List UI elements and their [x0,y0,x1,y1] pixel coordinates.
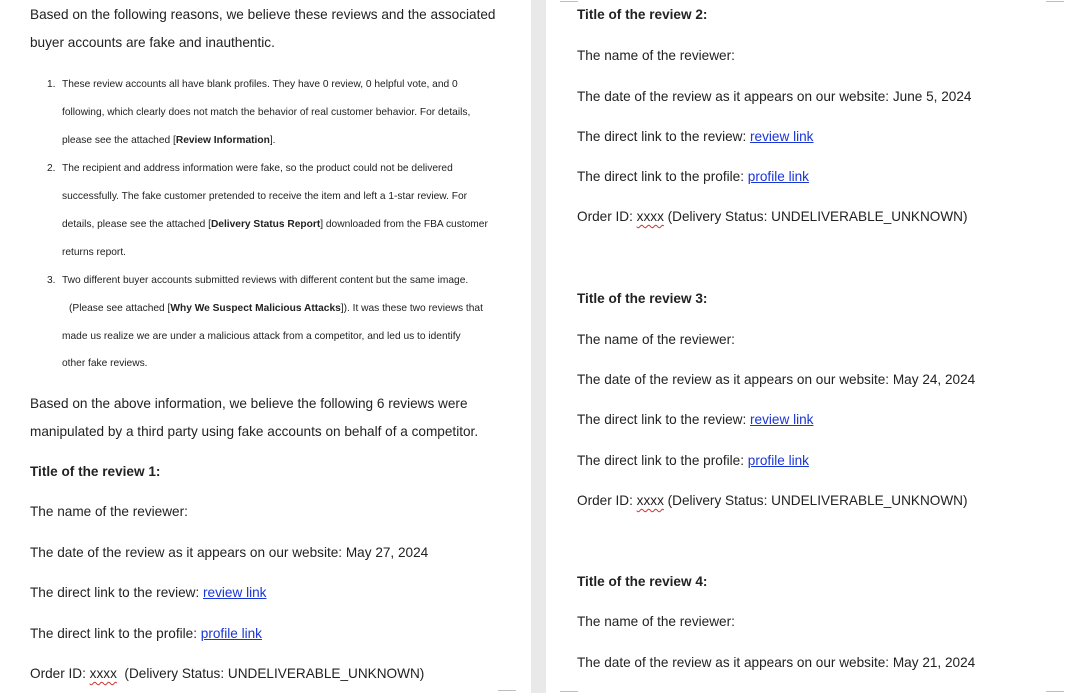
review-4-reviewer: The name of the reviewer: [577,614,735,629]
review-1-reviewer: The name of the reviewer: [30,504,188,519]
page-corner-mark [498,690,516,691]
review-1-order-row [30,665,424,683]
review-1-review-link[interactable]: review link [203,585,267,600]
review-4-title: Title of the review 4: [577,574,708,589]
reason-3-line-3: made us realize we are under a malicious attack from a competitor, and led us to identify [62,331,461,342]
review-2-profile-link-label: The direct link to the profile: [577,169,748,184]
review-1-order-label: Order ID: [30,666,90,681]
reason-3-number: 3. [47,275,56,286]
reason-3-line-1: Two different buyer accounts submitted reviews with different content but the same image. [62,275,469,286]
review-3-order-id: xxxx [636,493,664,508]
page-corner-mark [560,691,578,692]
delivery-status-report-ref: Delivery Status Report [210,219,321,230]
review-3-review-link-row [577,411,813,429]
review-2-order-status: (Delivery Status: UNDELIVERABLE_UNKNOWN) [663,209,968,224]
page-corner-mark [1046,1,1064,2]
review-3-order-label: Order ID: [577,493,637,508]
review-2-order-label: Order ID: [577,209,637,224]
reason-3-text: (Please see attached [ [69,303,171,314]
review-3-review-link-label: The direct link to the review: [577,412,751,427]
malicious-attacks-ref: Why We Suspect Malicious Attacks [170,303,341,314]
reason-2-line-4: returns report. [62,247,126,258]
reason-1-line-1: These review accounts all have blank profiles. They have 0 review, 0 helpful vote, and 0 [62,79,458,90]
review-3-review-link[interactable]: review link [750,412,814,427]
review-1-review-link-row [30,584,266,602]
review-2-profile-link-row [577,168,809,186]
review-1-date: The date of the review as it appears on our website: May 27, 2024 [30,545,429,560]
review-3-title: Title of the review 3: [577,291,708,306]
summary-paragraph-line-1: Based on the above information, we believe the following 6 reviews were [30,396,468,411]
summary-paragraph-line-2: manipulated by a third party using fake accounts on behalf of a competitor. [30,424,479,439]
review-1-review-link-label: The direct link to the review: [30,585,204,600]
review-1-order-status: (Delivery Status: UNDELIVERABLE_UNKNOWN) [116,666,425,681]
review-1-title: Title of the review 1: [30,464,161,479]
reason-1-text: please see the attached [ [62,135,176,146]
page-corner-mark [560,1,578,2]
review-3-profile-link-row [577,452,809,470]
page-corner-mark [1046,691,1064,692]
reason-2-line-3 [62,218,499,232]
review-1-profile-link[interactable]: profile link [200,626,262,641]
review-3-order-status: (Delivery Status: UNDELIVERABLE_UNKNOWN) [663,493,968,508]
reason-3-text-end: ]). It was these two reviews that [340,303,483,314]
review-3-reviewer: The name of the reviewer: [577,332,735,347]
review-2-profile-link[interactable]: profile link [747,169,809,184]
reason-3-line-2 [69,302,506,316]
review-3-date: The date of the review as it appears on our website: May 24, 2024 [577,372,976,387]
reason-1-number: 1. [47,79,56,90]
review-3-profile-link-label: The direct link to the profile: [577,453,748,468]
reason-2-number: 2. [47,163,56,174]
review-4-date: The date of the review as it appears on our website: May 21, 2024 [577,655,976,670]
review-1-order-id: xxxx [89,666,117,681]
reason-2-text: details, please see the attached [ [62,219,211,230]
reason-2-line-2: successfully. The fake customer pretended to receive the item and left a 1-star review. For [62,191,468,202]
review-2-title: Title of the review 2: [577,7,708,22]
review-2-order-row [577,208,968,226]
review-2-review-link[interactable]: review link [750,129,814,144]
reason-1-text-end: ]. [269,135,276,146]
review-1-profile-link-label: The direct link to the profile: [30,626,201,641]
reason-1-line-2: following, which clearly does not match the behavior of real customer behavior. For details, [62,107,471,118]
reason-2-line-1: The recipient and address information were fake, so the product could not be delivered [62,163,453,174]
review-2-reviewer: The name of the reviewer: [577,48,735,63]
intro-paragraph-line-1: Based on the following reasons, we believe these reviews and the associated [30,7,496,22]
reason-1-line-3 [62,134,499,148]
document-page-right [546,0,1080,693]
review-2-date: The date of the review as it appears on our website: June 5, 2024 [577,89,972,104]
review-1-profile-link-row [30,625,262,643]
reason-2-text-end: ] downloaded from the FBA customer [320,219,488,230]
review-3-profile-link[interactable]: profile link [747,453,809,468]
review-3-order-row [577,492,968,510]
review-2-review-link-label: The direct link to the review: [577,129,751,144]
document-page-left [0,0,531,693]
review-2-order-id: xxxx [636,209,664,224]
intro-paragraph-line-2: buyer accounts are fake and inauthentic. [30,35,275,50]
review-2-review-link-row [577,128,813,146]
review-information-ref: Review Information [175,135,270,146]
reason-3-line-4: other fake reviews. [62,358,148,369]
